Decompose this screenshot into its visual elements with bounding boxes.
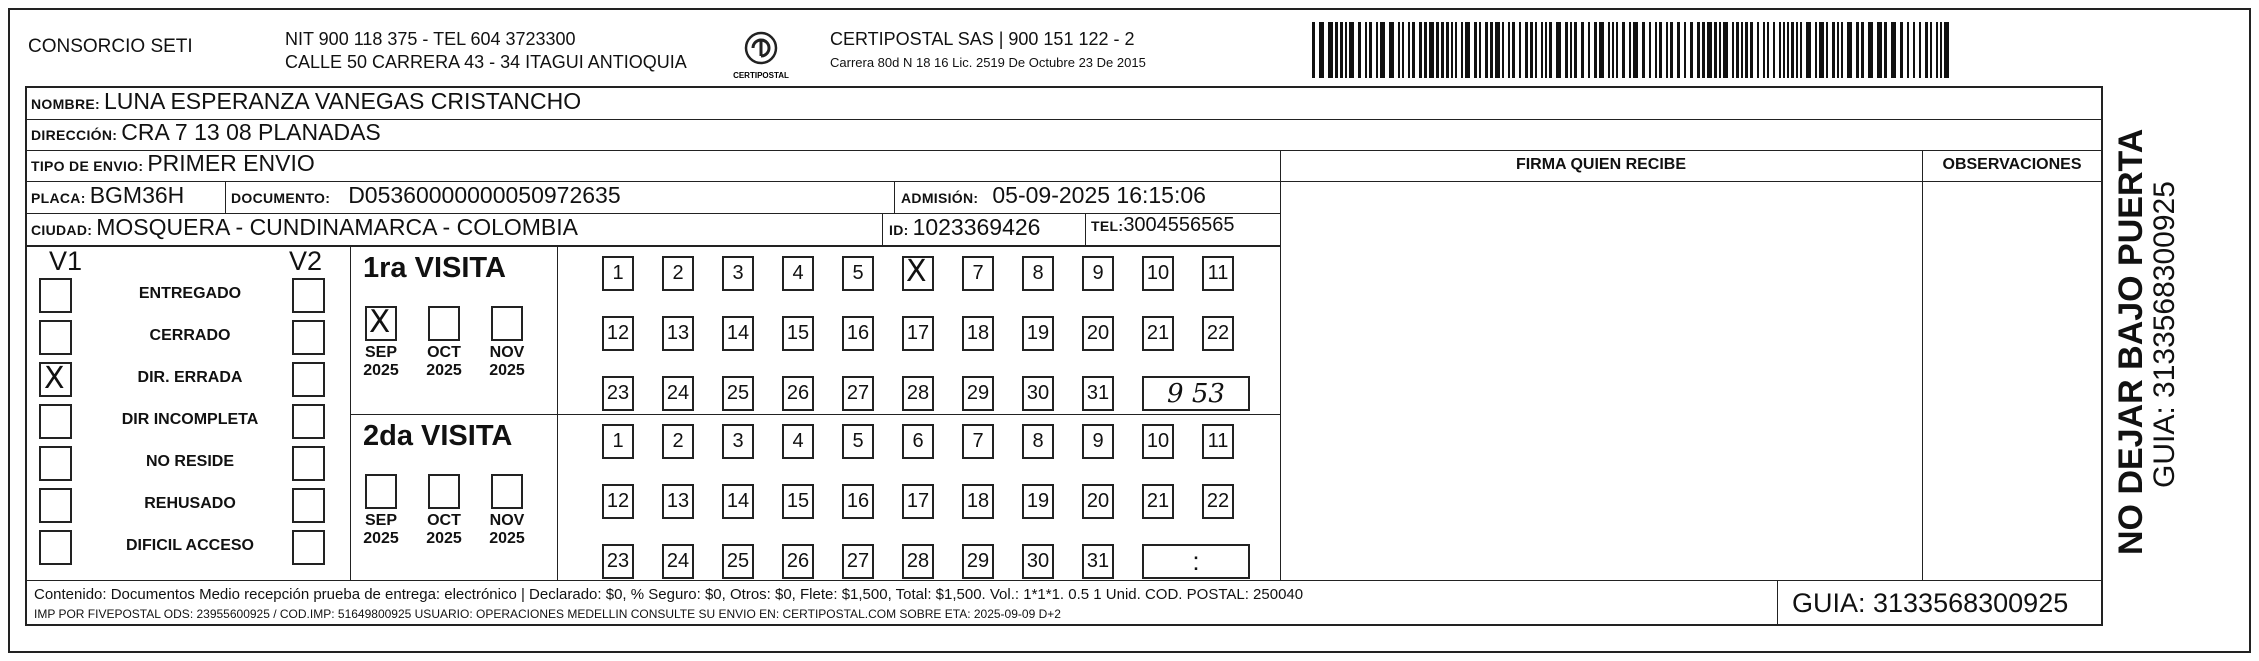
direccion-label: DIRECCIÓN:	[31, 127, 118, 143]
day-box[interactable]: 22	[1202, 316, 1234, 351]
month-label	[351, 512, 411, 548]
check-mark: X	[369, 304, 391, 340]
footer-guia: GUIA: 3133568300925	[1792, 588, 2069, 618]
logo-text: CERTIPOSTAL	[733, 71, 789, 80]
documento-field	[231, 182, 621, 209]
month-year: 2025	[489, 530, 525, 547]
month-checkbox[interactable]	[428, 306, 460, 341]
id-label: ID:	[889, 222, 909, 238]
visit-time[interactable]: 9 53	[1142, 376, 1250, 411]
day-box[interactable]: 26	[782, 376, 814, 411]
visit-title: 2da VISITA	[363, 420, 513, 452]
day-box[interactable]: 14	[722, 316, 754, 351]
status-v2-checkbox[interactable]	[292, 488, 325, 523]
check-mark: X	[44, 361, 65, 396]
status-row	[27, 488, 357, 528]
day-box[interactable]: 30	[1022, 376, 1054, 411]
status-label: DIFICIL ACCESO	[125, 537, 254, 554]
status-v1-checkbox[interactable]	[39, 530, 72, 565]
day-box[interactable]: 20	[1082, 316, 1114, 351]
tel-value: 3004556565	[1123, 214, 1235, 236]
company-nit-line: NIT 900 118 375 - TEL 604 3723300	[285, 29, 576, 49]
day-box[interactable]: 1	[602, 424, 634, 459]
status-label: NO RESIDE	[145, 453, 234, 470]
day-box[interactable]: 20	[1082, 484, 1114, 519]
tipo-envio-label: TIPO DE ENVIO:	[31, 158, 144, 174]
day-box[interactable]: 16	[842, 484, 874, 519]
status-label: DIR. ERRADA	[137, 369, 243, 386]
month-checkbox[interactable]	[365, 474, 397, 509]
month-label	[477, 344, 537, 380]
day-box[interactable]: 9	[1082, 256, 1114, 291]
documento-label: DOCUMENTO:	[231, 190, 331, 206]
direccion-field	[31, 119, 381, 146]
day-box[interactable]: 6	[902, 424, 934, 459]
day-box[interactable]: 1	[602, 256, 634, 291]
tel-field	[1091, 214, 1235, 237]
day-box[interactable]: 8	[1022, 256, 1054, 291]
placa-value: BGM36H	[89, 182, 185, 208]
company-address-line: CALLE 50 CARRERA 43 - 34 ITAGUI ANTIOQUIA	[285, 52, 687, 72]
id-field	[889, 214, 1040, 241]
ciudad-field	[31, 214, 578, 241]
company-info	[285, 28, 687, 74]
day-box[interactable]: 23	[602, 376, 634, 411]
day-box[interactable]: 24	[662, 544, 694, 579]
status-label: DIR INCOMPLETA	[121, 411, 259, 428]
status-v1-checkbox[interactable]	[39, 446, 72, 481]
day-box[interactable]: 15	[782, 484, 814, 519]
certipostal-line: CERTIPOSTAL SAS | 900 151 122 - 2	[830, 29, 1135, 49]
admision-field	[901, 182, 1206, 209]
day-box[interactable]: 25	[722, 544, 754, 579]
month-name: OCT	[427, 512, 461, 529]
day-box[interactable]: 27	[842, 376, 874, 411]
month-checkbox[interactable]	[365, 306, 397, 341]
day-box[interactable]: 28	[902, 544, 934, 579]
status-v2-checkbox[interactable]	[292, 362, 325, 397]
day-box[interactable]: 24	[662, 376, 694, 411]
day-box[interactable]: 2	[662, 424, 694, 459]
day-box[interactable]: 9	[1082, 424, 1114, 459]
month-name: NOV	[489, 344, 525, 361]
status-label: CERRADO	[149, 327, 231, 344]
barcode	[1312, 22, 1952, 78]
day-box[interactable]: 10	[1142, 256, 1174, 291]
status-row	[27, 404, 357, 444]
day-box[interactable]: 31	[1082, 376, 1114, 411]
status-label: ENTREGADO	[138, 285, 242, 302]
certipostal-info	[830, 28, 1146, 74]
day-box[interactable]: 17	[902, 316, 934, 351]
month-checkbox[interactable]	[491, 306, 523, 341]
day-box[interactable]: 29	[962, 544, 994, 579]
day-box[interactable]: 31	[1082, 544, 1114, 579]
day-box[interactable]: 19	[1022, 484, 1054, 519]
placa-field	[31, 182, 184, 209]
day-box[interactable]: 3	[722, 256, 754, 291]
day-box[interactable]: 12	[602, 316, 634, 351]
day-box[interactable]: 26	[782, 544, 814, 579]
admision-label: ADMISIÓN:	[901, 190, 979, 206]
day-box[interactable]: 2	[662, 256, 694, 291]
month-name: OCT	[427, 344, 461, 361]
company-name: CONSORCIO SETI	[28, 36, 193, 57]
tipo-envio-field	[31, 150, 315, 177]
footer-imp-line: IMP POR FIVEPOSTAL ODS: 23955600925 / COD.IMP: 51649800925 USUARIO: OPERACIONES MEDELLIN CONSULTE SU ENVIO EN: CERTIPOSTAL.COM SOBRE ETA: 2025-09-09 D+2	[34, 607, 1061, 621]
status-row	[27, 278, 357, 318]
day-box[interactable]: 28	[902, 376, 934, 411]
id-value: 1023369426	[912, 214, 1041, 240]
day-box[interactable]: 21	[1142, 484, 1174, 519]
admision-value: 05-09-2025 16:15:06	[992, 182, 1206, 208]
license-line: Carrera 80d N 18 16 Lic. 2519 De Octubre 23 De 2015	[830, 55, 1146, 70]
tel-label: TEL:	[1091, 218, 1124, 234]
day-box[interactable]: 10	[1142, 424, 1174, 459]
ciudad-value: MOSQUERA - CUNDINAMARCA - COLOMBIA	[96, 214, 578, 240]
footer-content-line: Contenido: Documentos Medio recepción prueba de entrega: electrónico | Declarado: $0, % Seguro: $0, Otros: $0, Flete: $1,500, Total: $1,500. Vol.: 1*1*1. 0.5 1 Unid. COD. POSTAL: 250040	[34, 586, 1304, 603]
day-box[interactable]: 18	[962, 484, 994, 519]
no-dejar-bajo-puerta: NO DEJAR BAJO PUERTA	[2112, 128, 2150, 555]
side-guia	[2148, 181, 2182, 488]
month-label	[351, 344, 411, 380]
direccion-value: CRA 7 13 08 PLANADAS	[121, 119, 381, 145]
day-box[interactable]: 4	[782, 424, 814, 459]
month-year: 2025	[489, 362, 525, 379]
day-box[interactable]	[902, 256, 934, 291]
day-box[interactable]: 5	[842, 424, 874, 459]
v1-label: V1	[49, 246, 83, 276]
month-year: 2025	[363, 362, 399, 379]
status-v2-checkbox[interactable]	[292, 446, 325, 481]
month-year: 2025	[426, 362, 462, 379]
month-name: NOV	[489, 512, 525, 529]
month-label	[477, 512, 537, 548]
side-guia-number: GUIA: 3133568300925	[2148, 181, 2181, 488]
day-box[interactable]: 4	[782, 256, 814, 291]
placa-label: PLACA:	[31, 190, 86, 206]
month-name: SEP	[364, 512, 397, 529]
day-box[interactable]: 13	[662, 316, 694, 351]
status-v1-checkbox[interactable]	[39, 278, 72, 313]
observaciones-header: OBSERVACIONES	[1942, 156, 2082, 173]
status-row	[27, 362, 357, 402]
ciudad-label: CIUDAD:	[31, 222, 93, 238]
day-box[interactable]: 11	[1202, 256, 1234, 291]
day-box[interactable]: 7	[962, 424, 994, 459]
nombre-label: NOMBRE:	[31, 96, 100, 112]
day-box[interactable]: 16	[842, 316, 874, 351]
day-box[interactable]: 23	[602, 544, 634, 579]
status-v2-checkbox[interactable]	[292, 320, 325, 355]
firma-header: FIRMA QUIEN RECIBE	[1515, 156, 1687, 173]
day-box[interactable]: 8	[1022, 424, 1054, 459]
day-box[interactable]: 27	[842, 544, 874, 579]
shipping-form	[25, 86, 2103, 626]
day-box[interactable]: 3	[722, 424, 754, 459]
status-label: REHUSADO	[144, 495, 236, 512]
day-box[interactable]: 19	[1022, 316, 1054, 351]
status-v1-checkbox[interactable]	[39, 362, 72, 397]
day-box[interactable]: 11	[1202, 424, 1234, 459]
day-box[interactable]: 25	[722, 376, 754, 411]
documento-value: D05360000000050972635	[348, 182, 621, 208]
certipostal-logo	[728, 26, 794, 82]
month-label	[414, 344, 474, 380]
month-year: 2025	[426, 530, 462, 547]
month-label	[414, 512, 474, 548]
month-name: SEP	[364, 344, 397, 361]
status-v2-checkbox[interactable]	[292, 278, 325, 313]
day-box[interactable]: 13	[662, 484, 694, 519]
day-box[interactable]: 18	[962, 316, 994, 351]
status-row	[27, 530, 357, 570]
day-box[interactable]: 14	[722, 484, 754, 519]
status-v2-checkbox[interactable]	[292, 404, 325, 439]
v2-label: V2	[289, 246, 323, 276]
visit-time[interactable]: :	[1142, 544, 1250, 579]
day-box[interactable]: 12	[602, 484, 634, 519]
month-year: 2025	[363, 530, 399, 547]
day-box[interactable]: 29	[962, 376, 994, 411]
nombre-field	[31, 88, 581, 115]
side-warning	[2112, 129, 2151, 555]
day-box[interactable]: 5	[842, 256, 874, 291]
month-checkbox[interactable]	[428, 474, 460, 509]
check-mark: X	[906, 254, 927, 289]
month-checkbox[interactable]	[491, 474, 523, 509]
day-box[interactable]: 15	[782, 316, 814, 351]
day-box[interactable]: 22	[1202, 484, 1234, 519]
nombre-value: LUNA ESPERANZA VANEGAS CRISTANCHO	[103, 88, 582, 114]
status-v2-checkbox[interactable]	[292, 530, 325, 565]
day-box[interactable]: 17	[902, 484, 934, 519]
day-box[interactable]: 7	[962, 256, 994, 291]
status-row	[27, 446, 357, 486]
status-v1-checkbox[interactable]	[39, 488, 72, 523]
visit-title: 1ra VISITA	[363, 252, 506, 284]
day-box[interactable]: 30	[1022, 544, 1054, 579]
tipo-envio-value: PRIMER ENVIO	[147, 150, 315, 176]
status-v1-checkbox[interactable]	[39, 404, 72, 439]
day-box[interactable]: 21	[1142, 316, 1174, 351]
status-v1-checkbox[interactable]	[39, 320, 72, 355]
status-row	[27, 320, 357, 360]
